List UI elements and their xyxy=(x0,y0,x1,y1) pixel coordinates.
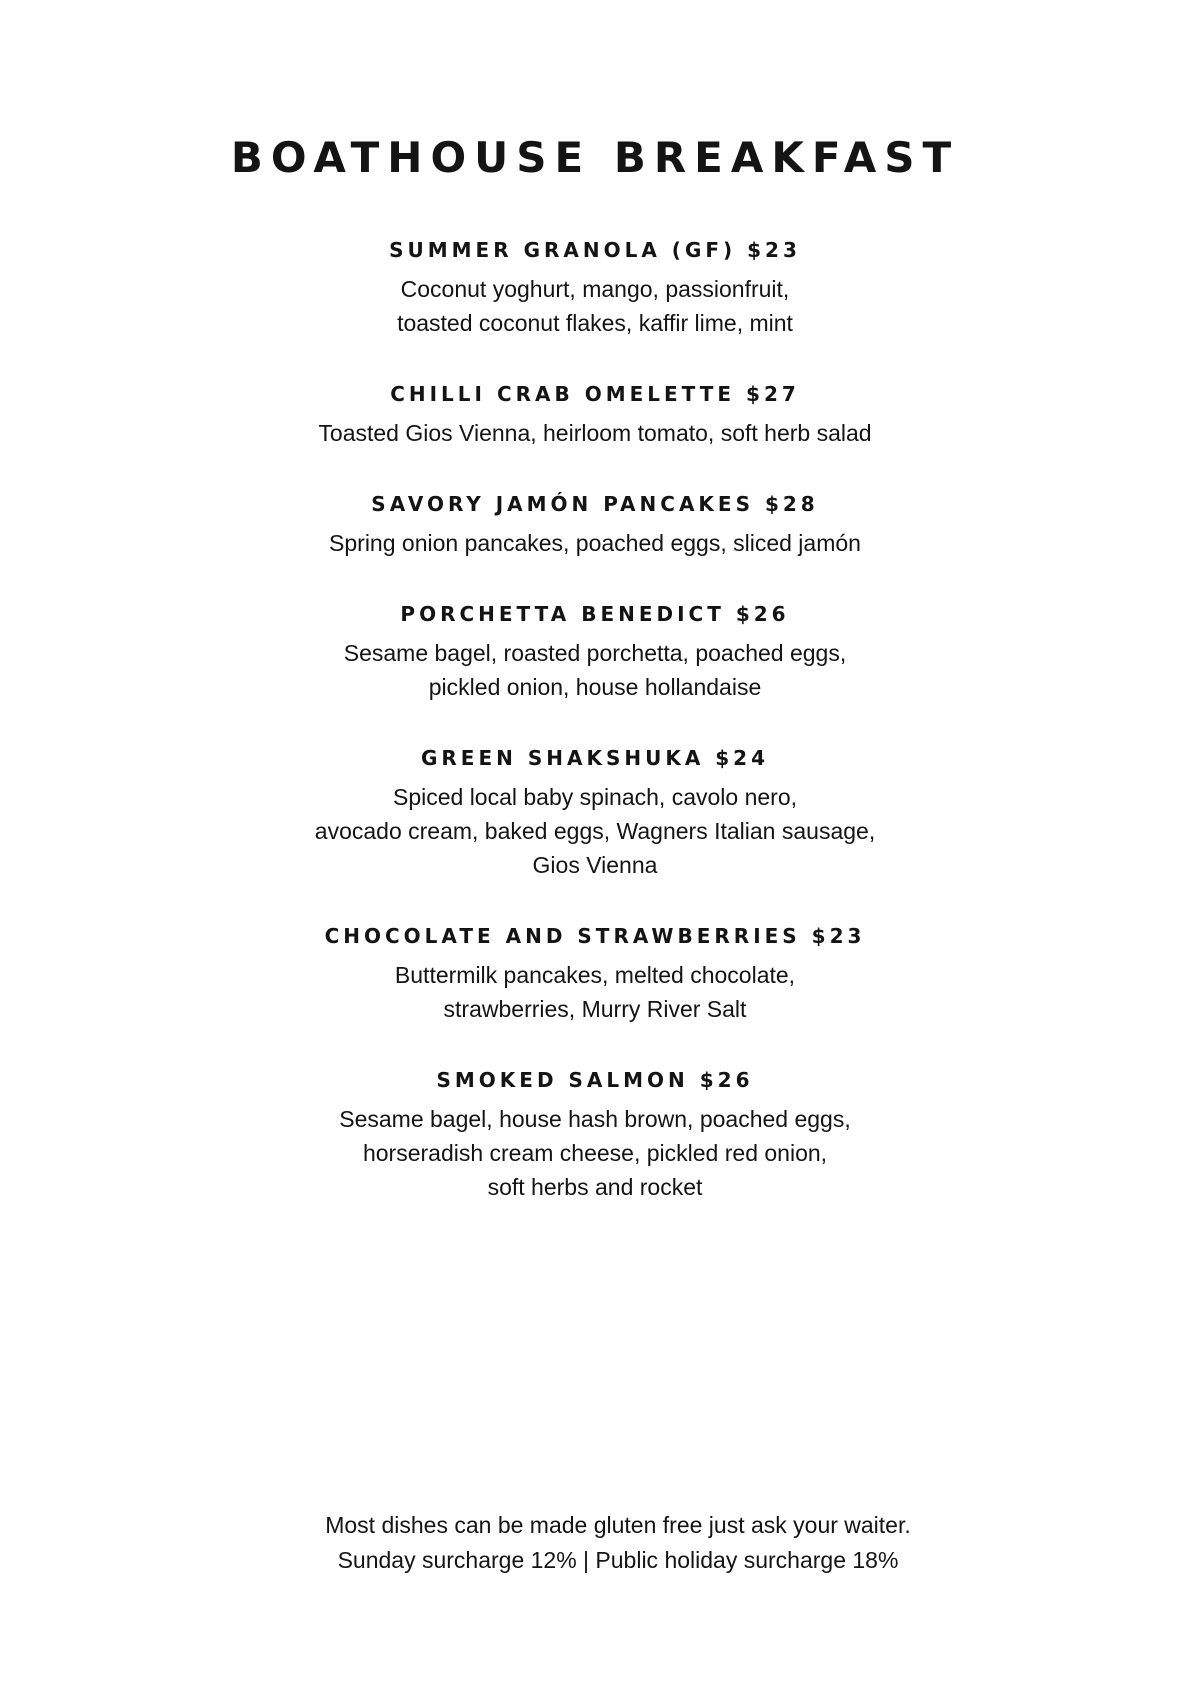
menu-item-description: Spring onion pancakes, poached eggs, sliced jamón xyxy=(329,530,861,556)
menu-item-heading: SUMMER GRANOLA (GF) $23 xyxy=(389,238,801,262)
menu-item-chilli-crab-omelette xyxy=(0,380,1190,450)
menu-item-description: Buttermilk pancakes, melted chocolate, strawberries, Murry River Salt xyxy=(394,962,796,1022)
menu-item-heading: PORCHETTA BENEDICT $26 xyxy=(400,602,790,626)
menu-item-description: Toasted Gios Vienna, heirloom tomato, soft herb salad xyxy=(318,420,872,446)
menu-footer xyxy=(0,1508,1200,1578)
menu-item-smoked-salmon xyxy=(0,1066,1190,1204)
menu-item-heading: GREEN SHAKSHUKA $24 xyxy=(420,746,770,770)
menu-item-heading: SAVORY JAMÓN PANCAKES $28 xyxy=(371,492,819,516)
gluten-free-note: Most dishes can be made gluten free just ask your waiter. xyxy=(325,1512,911,1538)
menu-item-summer-granola xyxy=(0,236,1190,340)
menu-item-description: Coconut yoghurt, mango, passionfruit, toasted coconut flakes, kaffir lime, mint xyxy=(397,276,793,336)
surcharge-note: Sunday surcharge 12% | Public holiday surcharge 18% xyxy=(337,1547,899,1573)
menu-item-heading: CHOCOLATE AND STRAWBERRIES $23 xyxy=(324,924,866,948)
menu-item-chocolate-strawberries xyxy=(0,922,1190,1026)
menu-items-list xyxy=(0,236,1190,1244)
menu-item-description: Sesame bagel, house hash brown, poached eggs, horseradish cream cheese, pickled red onion, soft herbs and rocket xyxy=(339,1106,851,1200)
menu-item-heading: CHILLI CRAB OMELETTE $27 xyxy=(390,382,800,406)
menu-item-description: Sesame bagel, roasted porchetta, poached eggs, pickled onion, house hollandaise xyxy=(343,640,847,700)
menu-item-description: Spiced local baby spinach, cavolo nero, avocado cream, baked eggs, Wagners Italian sausage, Gios Vienna xyxy=(314,784,876,878)
menu-title: BOATHOUSE BREAKFAST xyxy=(230,133,960,182)
menu-item-savory-jamon-pancakes xyxy=(0,490,1190,560)
menu-item-green-shakshuka xyxy=(0,744,1190,882)
menu-item-heading: SMOKED SALMON $26 xyxy=(436,1068,754,1092)
menu-item-porchetta-benedict xyxy=(0,600,1190,704)
